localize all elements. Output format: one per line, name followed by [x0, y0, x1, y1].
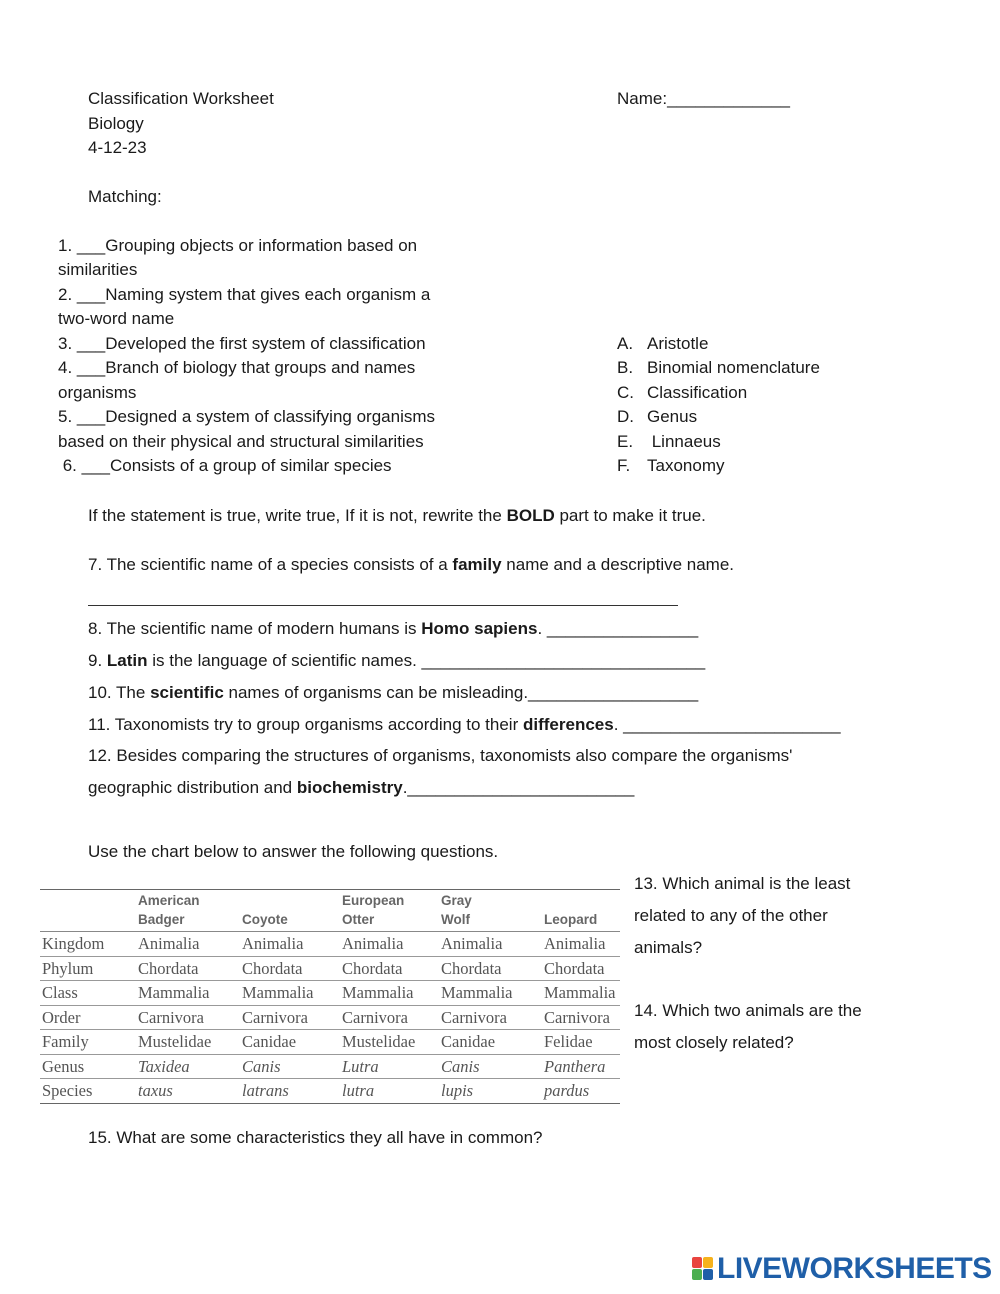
column-header: Coyote [240, 890, 340, 932]
liveworksheets-logo [692, 1253, 992, 1285]
table-cell: Animalia [439, 932, 542, 957]
table-cell: Animalia [240, 932, 340, 957]
answer-letter-d: D. [617, 407, 634, 426]
question-12-cont[interactable]: geographic distribution and biochemistry.________________________ [88, 778, 635, 797]
table-cell: taxus [138, 1081, 173, 1101]
table-cell: Chordata [340, 956, 439, 981]
table-cell: Taxidea [136, 1054, 240, 1079]
table-cell: Animalia [136, 932, 240, 957]
matching-question-6[interactable]: 6. ___Consists of a group of similar species [58, 456, 392, 475]
question-13-cont-2: animals? [634, 938, 703, 957]
question-10[interactable]: 10. The scientific names of organisms can be misleading.__________________ [88, 683, 699, 702]
table-cell: Carnivora [542, 1005, 620, 1030]
classification-table [40, 889, 620, 1104]
table-cell: Chordata [439, 956, 542, 981]
question-14-cont: most closely related? [634, 1033, 794, 1052]
table-cell: Canis [439, 1054, 542, 1079]
table-cell: Chordata [240, 956, 340, 981]
table-cell: Mustelidae [340, 1030, 439, 1055]
matching-question-2-cont: two-word name [58, 309, 175, 328]
column-header: American Badger [136, 890, 240, 932]
table-cell: Carnivora [439, 1005, 542, 1030]
table-row [40, 1054, 620, 1079]
answer-letter-f: F. [617, 456, 631, 475]
table-cell: Panthera [542, 1054, 620, 1079]
rank-species: Species [42, 1081, 93, 1101]
table-cell: Canidae [439, 1030, 542, 1055]
matching-question-4-cont: organisms [58, 383, 137, 402]
answer-letter-c: C. [617, 383, 634, 402]
rank-family: Family [40, 1030, 136, 1055]
table-row [40, 932, 620, 957]
answer-line-7[interactable] [88, 605, 678, 606]
table-cell: Animalia [542, 932, 620, 957]
logo-icon [692, 1257, 714, 1281]
table-cell: Mustelidae [136, 1030, 240, 1055]
subject: Biology [88, 114, 144, 133]
table-cell: Chordata [136, 956, 240, 981]
table-row [40, 1030, 620, 1055]
table-cell: Chordata [542, 956, 620, 981]
question-14: 14. Which two animals are the [634, 1001, 862, 1020]
matching-heading: Matching: [88, 187, 162, 206]
answer-binomial-nomenclature: Binomial nomenclature [647, 358, 820, 377]
rank-header [40, 890, 136, 932]
table-cell: Lutra [340, 1054, 439, 1079]
table-cell: lupis [441, 1081, 474, 1101]
true-false-instructions: If the statement is true, write true, If it is not, rewrite the BOLD part to make it true. [88, 506, 706, 525]
table-row [40, 981, 620, 1006]
answer-taxonomy: Taxonomy [647, 456, 725, 475]
question-13: 13. Which animal is the least [634, 874, 851, 893]
matching-question-5[interactable]: 5. ___Designed a system of classifying organisms [58, 407, 436, 426]
rank-kingdom: Kingdom [40, 932, 136, 957]
table-cell: Canis [240, 1054, 340, 1079]
table-cell: pardus [544, 1081, 590, 1101]
table-cell: Mammalia [240, 981, 340, 1006]
rank-phylum: Phylum [40, 956, 136, 981]
rank-order: Order [40, 1005, 136, 1030]
column-header: European Otter [340, 890, 439, 932]
question-12: 12. Besides comparing the structures of organisms, taxonomists also compare the organisms' [88, 746, 793, 765]
chart-instructions: Use the chart below to answer the following questions. [88, 842, 499, 861]
table-cell: Canidae [240, 1030, 340, 1055]
answer-classification: Classification [647, 383, 748, 402]
matching-question-3[interactable]: 3. ___Developed the first system of classification [58, 334, 426, 353]
rank-class: Class [40, 981, 136, 1006]
answer-letter-e: E. [617, 432, 634, 451]
table-cell: Mammalia [439, 981, 542, 1006]
table-cell: Carnivora [340, 1005, 439, 1030]
answer-letter-a: A. [617, 334, 634, 353]
answer-genus: Genus [647, 407, 698, 426]
table-cell: Animalia [340, 932, 439, 957]
answer-linnaeus: Linnaeus [647, 432, 721, 451]
table-cell: Carnivora [136, 1005, 240, 1030]
matching-question-4[interactable]: 4. ___Branch of biology that groups and names [58, 358, 416, 377]
matching-question-1-cont: similarities [58, 260, 138, 279]
logo-text: LIVEWORKSHEETS [717, 1252, 992, 1285]
worksheet-title: Classification Worksheet [88, 89, 274, 108]
matching-question-1[interactable]: 1. ___Grouping objects or information based on [58, 236, 418, 255]
column-header: Gray Wolf [439, 890, 542, 932]
answer-letter-b: B. [617, 358, 634, 377]
question-7[interactable]: 7. The scientific name of a species consists of a family name and a descriptive name. [88, 555, 735, 574]
question-9[interactable]: 9. Latin is the language of scientific names. ______________________________ [88, 651, 706, 670]
matching-question-2[interactable]: 2. ___Naming system that gives each organism a [58, 285, 431, 304]
table-cell: Mammalia [136, 981, 240, 1006]
table-cell: Felidae [542, 1030, 620, 1055]
question-13-cont: related to any of the other [634, 906, 828, 925]
table-row [40, 956, 620, 981]
name-field[interactable]: Name:_____________ [617, 89, 790, 108]
question-8[interactable]: 8. The scientific name of modern humans is Homo sapiens. ________________ [88, 619, 699, 638]
table-cell: Mammalia [542, 981, 620, 1006]
table-cell: latrans [242, 1081, 289, 1101]
table-cell: Carnivora [240, 1005, 340, 1030]
rank-genus: Genus [40, 1054, 136, 1079]
table-row [40, 1005, 620, 1030]
table-row [40, 1079, 620, 1104]
table-header-row [40, 890, 620, 932]
table-cell: Mammalia [340, 981, 439, 1006]
question-11[interactable]: 11. Taxonomists try to group organisms according to their differences. _______________________ [88, 715, 841, 734]
table-cell: lutra [342, 1081, 375, 1101]
question-15: 15. What are some characteristics they all have in common? [88, 1128, 543, 1147]
matching-question-5-cont: based on their physical and structural similarities [58, 432, 424, 451]
date: 4-12-23 [88, 138, 147, 157]
answer-aristotle: Aristotle [647, 334, 709, 353]
column-header: Leopard [542, 890, 620, 932]
